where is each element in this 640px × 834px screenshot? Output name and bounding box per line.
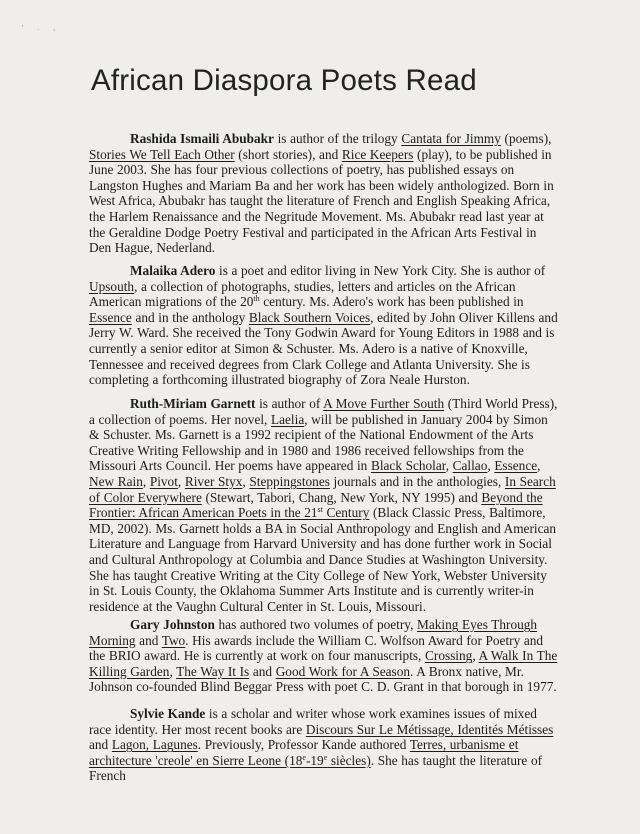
bio-kande: Sylvie Kande is a scholar and writer whose work examines issues of mixed race identity. Her most recent books are Discours Sur Le Métissage, Identités Métisses and Lagon, Lagunes. Previously, Professor Kande authored Terres, urbanisme et architecture 'creole' en Sierre Leone (18e-19e siècles). She has taught the literature of French — [89, 706, 554, 784]
work-title: New Rain — [89, 473, 143, 489]
work-title: The Way It Is — [176, 663, 250, 679]
bio-abubakr: Rashida Ismaili Abubakr is author of the trilogy Cantata for Jimmy (poems), Stories We Tell Each Other (short stories), and Rice Keepers (play), to be published in June 2003. She has four previous collections of poetry, has published essays on Langston Hughes and Mariam Ba and her work has been widely anthologized. Born in West Africa, Abubakr has taught the literature of French and English Speaking Africa, the Harlem Renaissance and the Negritude Movement. Ms. Abubakr read last year at the Geraldine Dodge Poetry Festival and participated in the African Arts Festival in Den Hague, Nederland. — [89, 131, 554, 256]
work-title: Upsouth — [89, 278, 135, 294]
work-title: Terres, urbanisme et architecture 'creole' en Sierre Leone (18e-19e siècles) — [89, 737, 519, 768]
ordinal-suffix: st — [317, 505, 323, 515]
work-title: Black Southern Voices — [248, 309, 371, 325]
work-title: Two — [161, 632, 186, 648]
work-title: Beyond the Frontier: African American Poets in the 21st Century — [89, 489, 543, 521]
poet-name: Ruth-Miriam Garnett — [130, 396, 256, 411]
work-title: Lagon, Lagunes — [111, 737, 198, 753]
work-title: River Styx — [184, 473, 243, 489]
work-title: Essence — [89, 309, 132, 325]
work-title: Making Eyes Through Morning — [89, 617, 538, 648]
bio-garnett: Ruth-Miriam Garnett is author of A Move Further South (Third World Press), a collection of poems. Her novel, Laelia, will be published in January 2004 by Simon & Schuster. Ms. Garnett is a 1992 recipient of the National Endowment of the Arts Creative Writing Fellowship and in 1980 and 1986 received fellowships from the Missouri Arts Council. Her poems have appeared in Black Scholar, Callao, Essence, New Rain, Pivot, River Styx, Steppingstones journals and in the anthologies, In Search of Color Everywhere (Stewart, Tabori, Chang, New York, NY 1995) and Beyond the Frontier: African American Poets in the 21st Century (Black Classic Press, Baltimore, MD, 2002). Ms. Garnett holds a BA in Social Anthropology and English and American Literature and Language from Harvard University and has done further work in Social and Cultural Anthropology at Columbia and Dance Studies at Washington University. She has taught Creative Writing at the City College of New York, Webster University in St. Louis County, the Oklahoma Summer Arts Institute and is currently writer-in residence at the Vaughn Cultural Center in St. Louis, Missouri. — [89, 396, 558, 614]
work-title: Stories We Tell Each Other — [89, 146, 235, 162]
ordinal-suffix: th — [253, 294, 260, 304]
poet-name: Gary Johnston — [130, 617, 215, 632]
poet-name: Sylvie Kande — [130, 706, 206, 721]
work-title: A Move Further South — [323, 396, 445, 411]
work-title: Rice Keepers — [341, 146, 414, 162]
poet-name: Rashida Ismaili Abubakr — [130, 131, 274, 146]
work-title: Callao — [452, 458, 488, 474]
work-title: Black Scholar — [370, 458, 446, 474]
work-title: Crossing — [425, 648, 473, 664]
ordinal-suffix: e — [323, 752, 328, 762]
work-title: Pivot — [149, 473, 178, 489]
work-title: Discours Sur Le Métissage, Identités Métisses — [305, 721, 554, 737]
bio-adero: Malaika Adero is a poet and editor living in New York City. She is author of Upsouth, a collection of photographs, studies, letters and articles on the African American migrations of the 20th century. Ms. Adero's work has been published in Essence and in the anthology Black Southern Voices, edited by John Oliver Killens and Jerry W. Ward. She received the Tony Godwin Award for Young Editors in 1988 and is currently a senior editor at Simon & Schuster. Ms. Adero is a native of Knoxville, Tennessee and received degrees from Clark College and Atlanta University. She is completing a forthcoming illustrated biography of Zora Neale Hurston. — [89, 263, 558, 388]
work-title: Steppingstones — [249, 473, 330, 489]
work-title: Laelia — [271, 411, 305, 427]
work-title: A Walk In The Killing Garden — [89, 648, 558, 679]
work-title: Good Work for A Season — [275, 663, 411, 679]
work-title: In Search of Color Everywhere — [89, 473, 556, 505]
work-title: Essence — [494, 458, 538, 474]
poet-name: Malaika Adero — [130, 263, 216, 278]
scan-marks: ' . , — [22, 25, 62, 32]
ordinal-suffix: e — [302, 752, 306, 762]
bio-johnston: Gary Johnston has authored two volumes of poetry, Making Eyes Through Morning and Two. His awards include the William C. Wolfson Award for Poetry and the BRIO award. He is currently at work on four manuscripts, Crossing, A Walk In The Killing Garden, The Way It Is and Good Work for A Season. A Bronx native, Mr. Johnson co-founded Blind Beggar Press with poet C. D. Grant in that borough in 1977. — [89, 617, 558, 695]
page-title: African Diaspora Poets Read — [91, 64, 477, 97]
work-title: Cantata for Jimmy — [401, 131, 501, 146]
